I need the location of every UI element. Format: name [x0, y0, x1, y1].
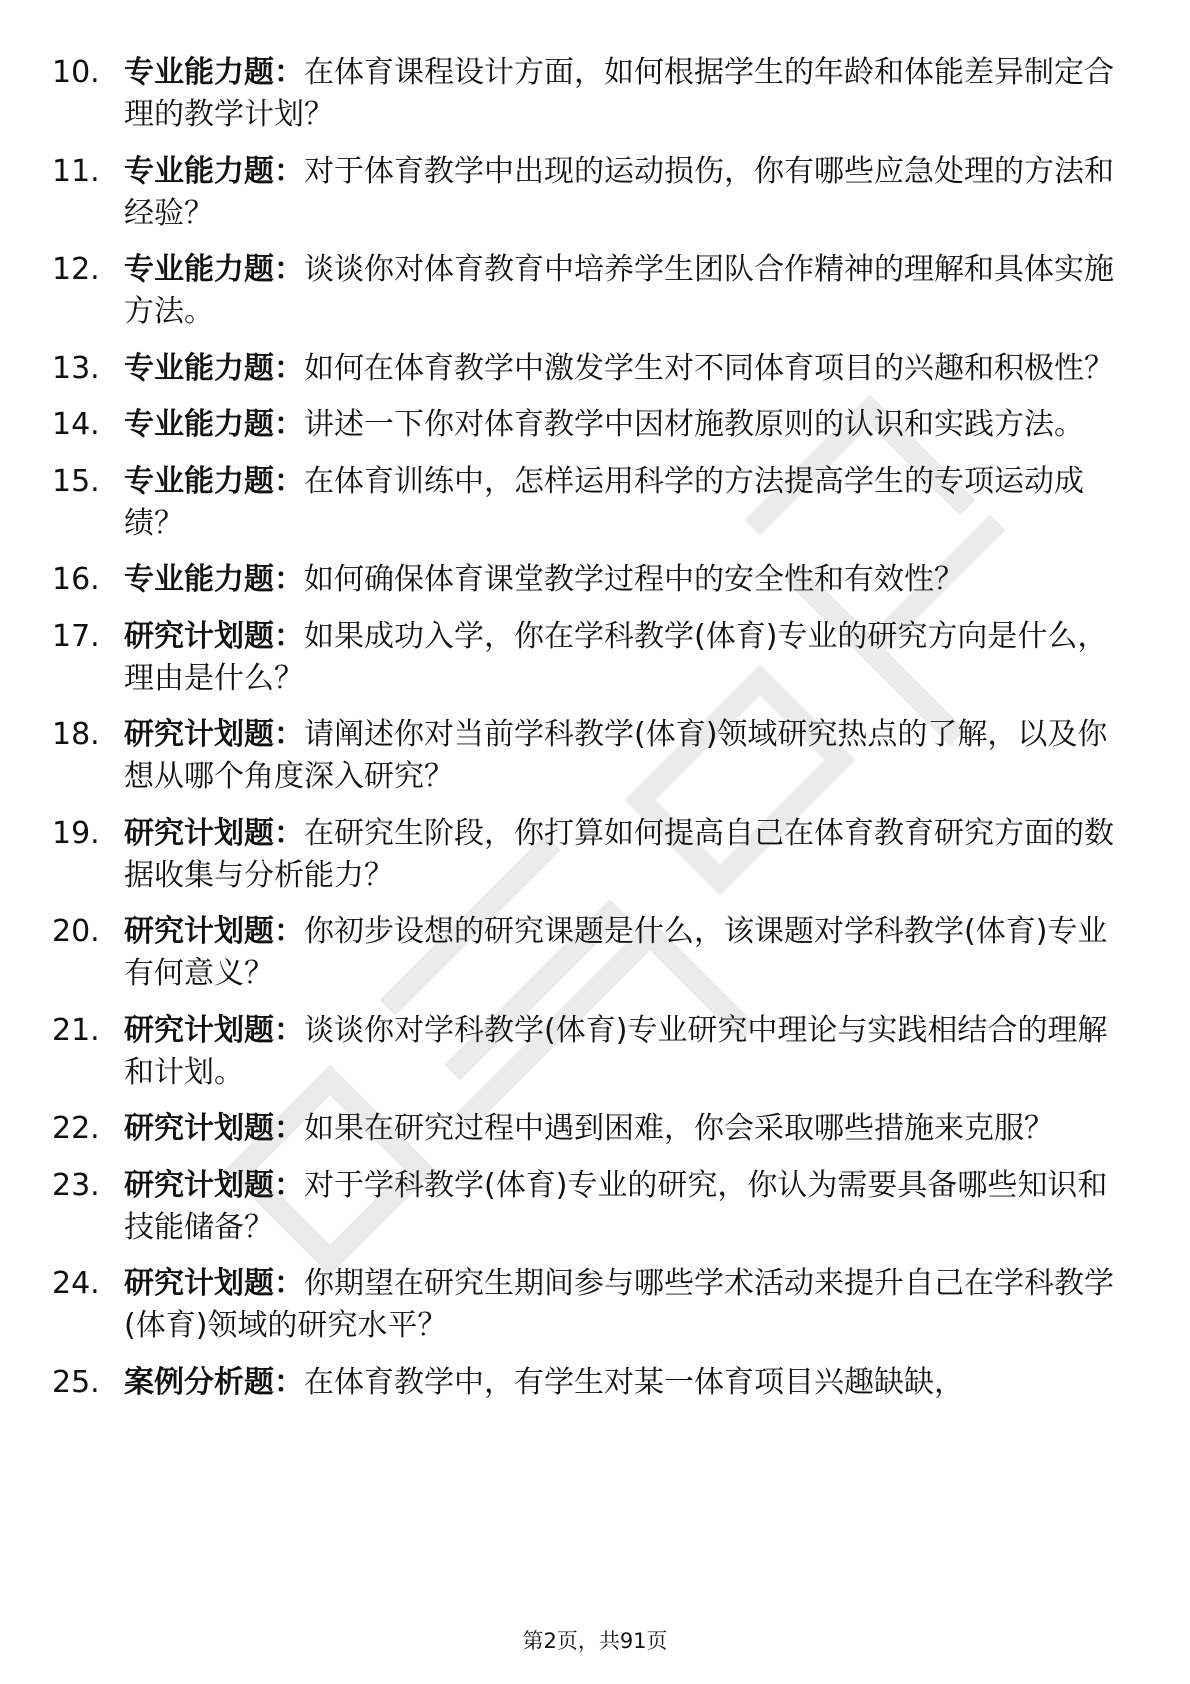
- question-category: 研究计划题：: [124, 1266, 304, 1301]
- question-category: 研究计划题：: [124, 717, 304, 752]
- list-item: [52, 1263, 1122, 1347]
- list-item: [52, 1108, 1122, 1150]
- page-footer: 第2页，共91页: [522, 1629, 668, 1653]
- question-number: 12.: [52, 252, 100, 287]
- list-item: [52, 151, 1122, 235]
- question-category: 研究计划题：: [124, 815, 304, 851]
- question-text: 在体育教学中，有学生对某一体育项目兴趣缺缺，: [304, 1364, 964, 1400]
- question-category: 研究计划题：: [124, 618, 304, 654]
- question-text: 讲述一下你对体育教学中因材施教原则的认识和实践方法。: [304, 407, 1084, 442]
- list-item: [52, 348, 1122, 390]
- question-list: [52, 52, 1122, 1418]
- question-category: 研究计划题：: [124, 1111, 304, 1146]
- list-item: [52, 52, 1122, 136]
- question-category: 专业能力题：: [124, 252, 304, 287]
- question-text: 在体育课程设计方面，如何根据学生的年龄和体能差异制定合理的教学计划？: [124, 55, 1114, 132]
- question-number: 17.: [52, 618, 100, 654]
- question-text: 你期望在研究生期间参与哪些学术活动来提升自己在学科教学(体育)领域的研究水平？: [124, 1266, 1114, 1343]
- question-category: 研究计划题：: [124, 1167, 304, 1203]
- question-text: 如果成功入学，你在学科教学(体育)专业的研究方向是什么，理由是什么？: [124, 618, 1108, 696]
- question-text: 对于体育教学中出现的运动损伤，你有哪些应急处理的方法和经验？: [124, 153, 1114, 231]
- question-number: 25.: [52, 1364, 100, 1400]
- question-category: 专业能力题：: [124, 407, 304, 442]
- question-number: 15.: [52, 463, 100, 499]
- list-item: [52, 461, 1122, 545]
- question-number: 23.: [52, 1167, 100, 1203]
- question-category: 研究计划题：: [124, 1012, 304, 1048]
- question-text: 在体育训练中，怎样运用科学的方法提高学生的专项运动成绩？: [124, 463, 1084, 541]
- question-category: 专业能力题：: [124, 55, 304, 90]
- list-item: [52, 249, 1122, 333]
- question-category: 专业能力题：: [124, 463, 304, 499]
- question-text: 你初步设想的研究课题是什么，该课题对学科教学(体育)专业有何意义？: [124, 914, 1108, 991]
- question-category: 专业能力题：: [124, 153, 304, 189]
- question-number: 10.: [52, 55, 100, 90]
- list-item: [52, 1165, 1122, 1249]
- list-item: [52, 714, 1122, 798]
- question-text: 谈谈你对体育教育中培养学生团队合作精神的理解和具体实施方法。: [124, 252, 1114, 329]
- question-text: 如何确保体育课堂教学过程中的安全性和有效性？: [304, 562, 964, 597]
- question-number: 21.: [52, 1012, 100, 1048]
- list-item: [52, 1010, 1122, 1094]
- question-text: 在研究生阶段，你打算如何提高自己在体育教育研究方面的数据收集与分析能力？: [124, 815, 1114, 893]
- question-category: 研究计划题：: [124, 914, 304, 949]
- question-number: 22.: [52, 1111, 100, 1146]
- question-number: 13.: [52, 350, 100, 386]
- question-text: 如何在体育教学中激发学生对不同体育项目的兴趣和积极性？: [304, 350, 1114, 386]
- question-text: 谈谈你对学科教学(体育)专业研究中理论与实践相结合的理解和计划。: [124, 1012, 1108, 1090]
- list-item: [52, 559, 1122, 601]
- question-text: 如果在研究过程中遇到困难，你会采取哪些措施来克服？: [304, 1111, 1054, 1146]
- question-category: 专业能力题：: [124, 562, 304, 597]
- question-number: 18.: [52, 717, 100, 752]
- question-number: 14.: [52, 407, 100, 442]
- list-item: [52, 911, 1122, 995]
- question-number: 24.: [52, 1266, 100, 1301]
- question-number: 20.: [52, 914, 100, 949]
- list-item: [52, 616, 1122, 700]
- question-number: 16.: [52, 562, 100, 597]
- question-category: 案例分析题：: [124, 1364, 304, 1400]
- question-number: 19.: [52, 815, 100, 851]
- list-item: [52, 813, 1122, 897]
- question-text: 请阐述你对当前学科教学(体育)领域研究热点的了解，以及你想从哪个角度深入研究？: [124, 717, 1108, 794]
- list-item: [52, 404, 1122, 446]
- question-category: 专业能力题：: [124, 350, 304, 386]
- question-number: 11.: [52, 153, 100, 189]
- list-item: [52, 1362, 1122, 1404]
- question-text: 对于学科教学(体育)专业的研究，你认为需要具备哪些知识和技能储备？: [124, 1167, 1108, 1245]
